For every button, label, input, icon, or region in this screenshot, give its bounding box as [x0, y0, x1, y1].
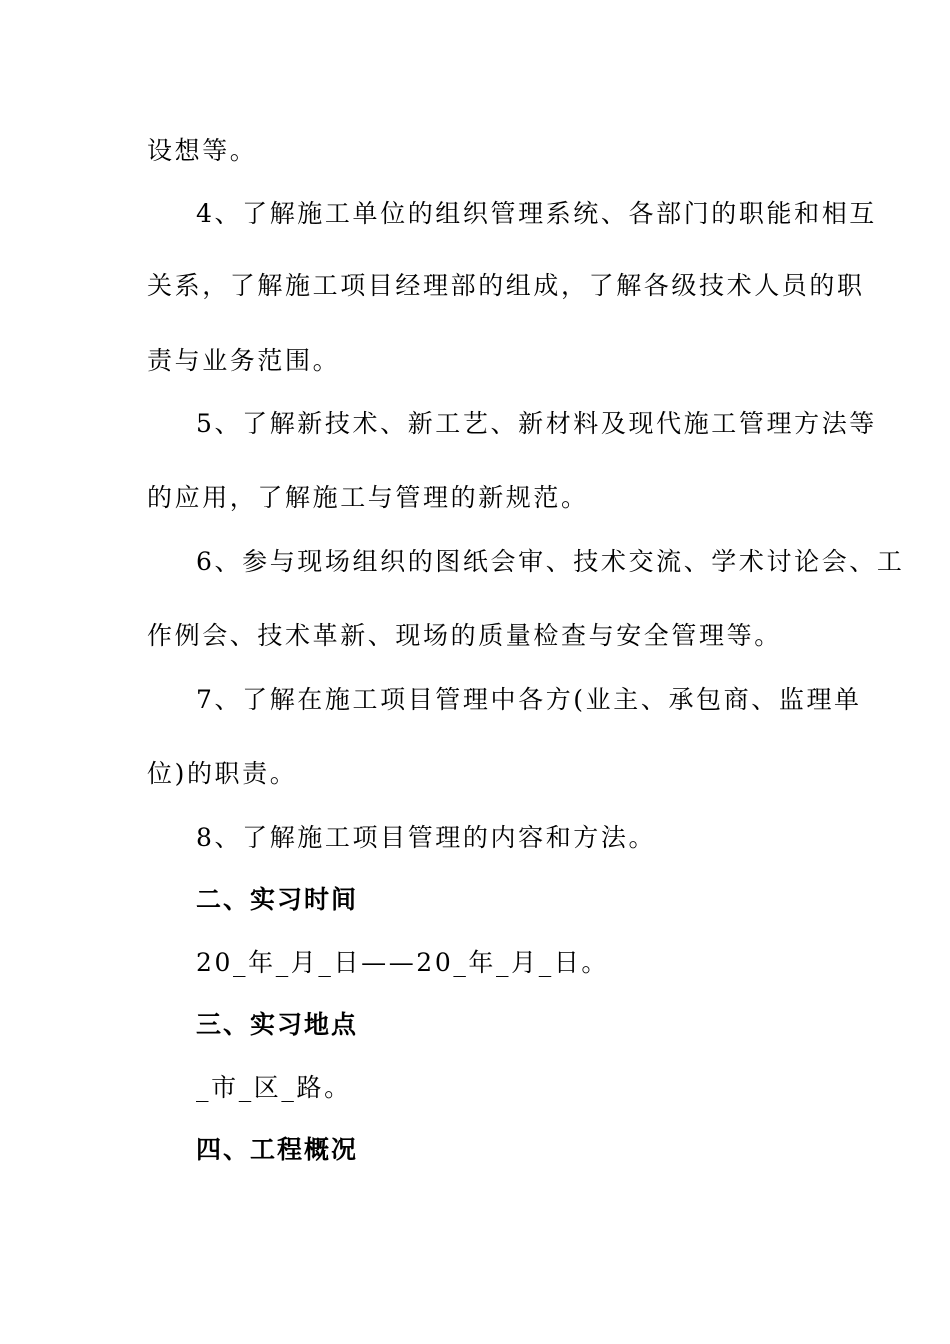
paragraph-line: 作例会、技术革新、现场的质量检查与安全管理等。 [147, 621, 782, 650]
paragraph-line: _市_区_路。 [196, 1073, 352, 1102]
paragraph-line: 7、了解在施工项目管理中各方(业主、承包商、监理单 [196, 685, 862, 714]
paragraph-line: 位)的职责。 [147, 759, 298, 788]
paragraph-line: 设想等。 [147, 136, 258, 165]
paragraph-line: 责与业务范围。 [147, 346, 341, 375]
paragraph-line: 20_年_月_日——20_年_月_日。 [196, 948, 610, 977]
paragraph-line: 8、了解施工项目管理的内容和方法。 [196, 823, 657, 852]
paragraph-line: 关系，了解施工项目经理部的组成，了解各级技术人员的职 [147, 271, 865, 300]
paragraph-line: 的应用，了解施工与管理的新规范。 [147, 483, 589, 512]
paragraph-line: 4、了解施工单位的组织管理系统、各部门的职能和相互 [196, 199, 877, 228]
section-heading: 二、实习时间 [196, 885, 359, 914]
paragraph-line: 6、参与现场组织的图纸会审、技术交流、学术讨论会、工 [196, 547, 905, 576]
paragraph-line: 5、了解新技术、新工艺、新材料及现代施工管理方法等 [196, 409, 877, 438]
section-heading: 四、工程概况 [196, 1135, 359, 1164]
section-heading: 三、实习地点 [196, 1010, 359, 1039]
